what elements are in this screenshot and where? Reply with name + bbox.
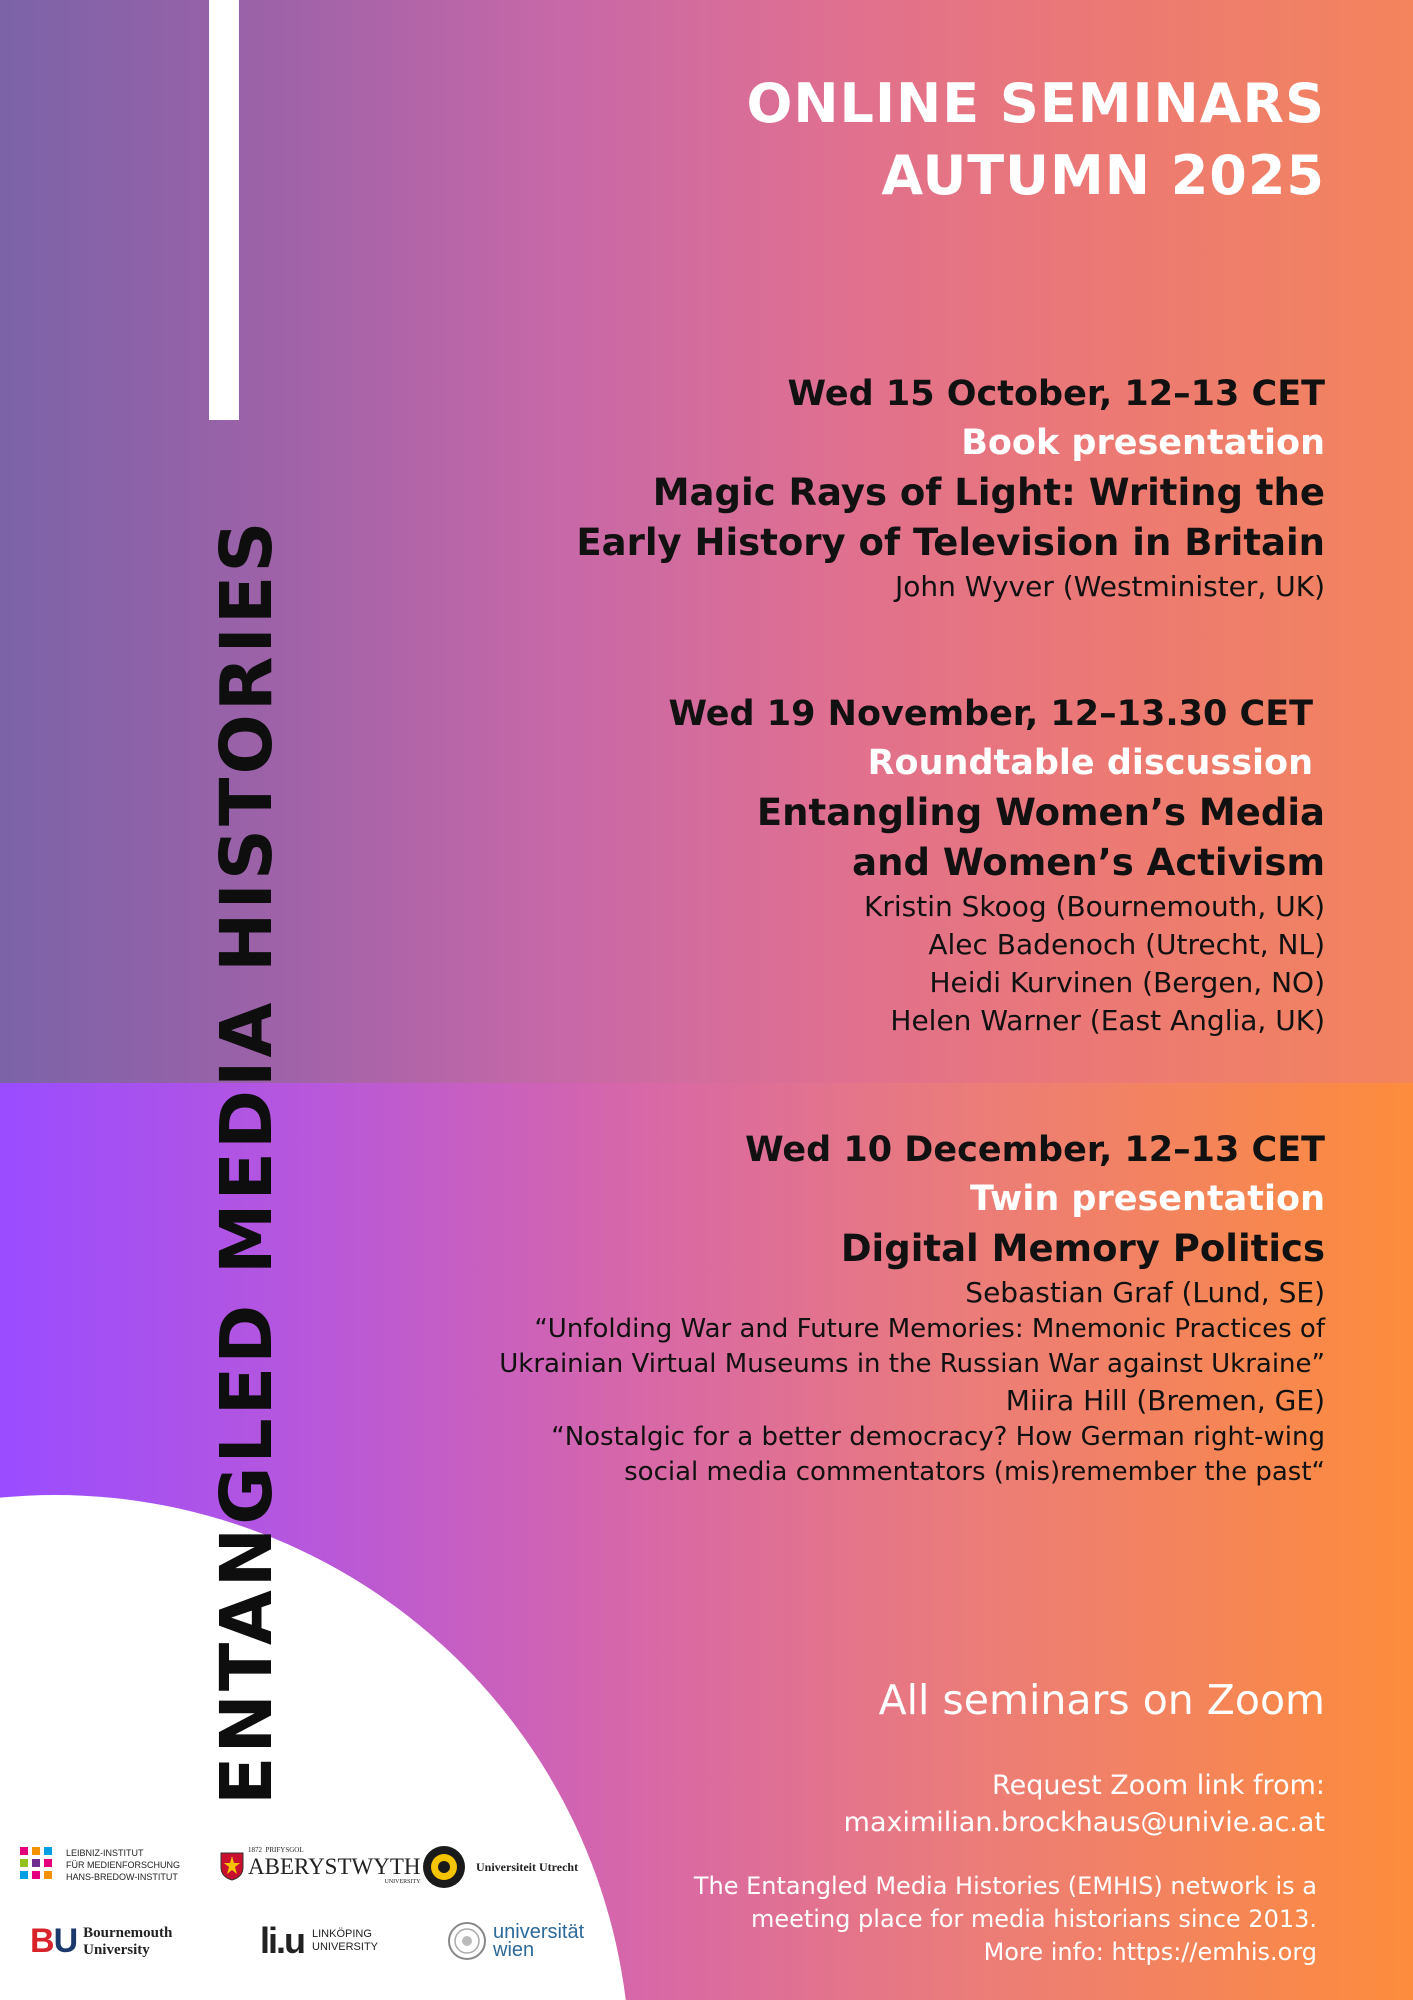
event-speaker-1: Sebastian Graf (Lund, SE) bbox=[965, 1276, 1325, 1309]
aberystwyth-shield-icon bbox=[220, 1851, 244, 1881]
event-december bbox=[499, 1126, 1325, 1490]
aberystwyth-year: 1872 bbox=[248, 1846, 262, 1854]
event-title-line-1: Entangling Women’s Media bbox=[756, 791, 1325, 834]
aberystwyth-welsh: PRIFYSGOL bbox=[265, 1846, 304, 1854]
event-speaker: Heidi Kurvinen (Bergen, NO) bbox=[929, 966, 1325, 999]
request-label: Request Zoom link from: bbox=[992, 1770, 1325, 1801]
wien-logo bbox=[447, 1921, 584, 1961]
event-speaker: Kristin Skoog (Bournemouth, UK) bbox=[863, 890, 1325, 923]
request-block bbox=[844, 1767, 1325, 1841]
event-date: Wed 15 October, 12–13 CET bbox=[787, 374, 1325, 414]
bournemouth-line-1: Bournemouth bbox=[83, 1924, 173, 1941]
aberystwyth-logo bbox=[220, 1846, 421, 1885]
lbi-line-3: HANS-BREDOW-INSTITUT bbox=[66, 1872, 178, 1882]
vertical-title: ENTANGLED MEDIA HISTORIES bbox=[205, 518, 288, 1805]
event-quote-2-line-1: “Nostalgic for a better democracy? How German right-wing bbox=[551, 1422, 1325, 1452]
event-speaker: John Wyver (Westminister, UK) bbox=[895, 570, 1325, 603]
utrecht-seal-icon bbox=[422, 1845, 466, 1889]
zoom-note: All seminars on Zoom bbox=[878, 1676, 1325, 1724]
aberystwyth-name: ABERYSTWYTH bbox=[248, 1854, 421, 1879]
event-title-line-1: Digital Memory Politics bbox=[840, 1227, 1325, 1270]
wien-line-2: wien bbox=[493, 1939, 535, 1961]
decorative-bar bbox=[209, 0, 239, 420]
request-email-link[interactable]: maximilian.brockhaus@univie.ac.at bbox=[843, 1807, 1325, 1838]
aberystwyth-sub: UNIVERSITY bbox=[384, 1879, 421, 1885]
lbi-line-1: LEIBNIZ-INSTITUT bbox=[66, 1848, 144, 1858]
event-title-line-1: Magic Rays of Light: Writing the bbox=[652, 471, 1325, 514]
event-november bbox=[668, 690, 1325, 1040]
header bbox=[746, 68, 1325, 212]
event-speaker: Alec Badenoch (Utrecht, NL) bbox=[928, 928, 1325, 961]
wien-seal-icon bbox=[447, 1921, 487, 1961]
network-info bbox=[694, 1870, 1317, 1969]
header-line-1: ONLINE SEMINARS bbox=[746, 72, 1325, 135]
lbi-logo bbox=[18, 1845, 180, 1885]
network-line-2: meeting place for media historians since 2013. bbox=[750, 1905, 1317, 1933]
linkoping-line-2: UNIVERSITY bbox=[312, 1941, 379, 1953]
linkoping-line-1: LINKÖPING bbox=[312, 1928, 372, 1940]
lbi-icon bbox=[18, 1845, 58, 1885]
event-quote-1-line-1: “Unfolding War and Future Memories: Mnemonic Practices of bbox=[534, 1314, 1325, 1344]
event-speaker-2: Miira Hill (Bremen, GE) bbox=[1005, 1384, 1325, 1417]
linkoping-mark: li.u bbox=[260, 1920, 304, 1961]
utrecht-logo bbox=[422, 1845, 578, 1889]
wien-line-1: universität bbox=[493, 1921, 585, 1943]
event-quote-1-line-2: Ukrainian Virtual Museums in the Russian War against Ukraine” bbox=[499, 1349, 1325, 1379]
event-quote-2-line-2: social media commentators (mis)remember the past“ bbox=[624, 1457, 1325, 1487]
event-speaker: Helen Warner (East Anglia, UK) bbox=[890, 1004, 1325, 1037]
bournemouth-logo bbox=[30, 1922, 172, 1961]
event-type: Book presentation bbox=[961, 423, 1325, 463]
header-line-2: AUTUMN 2025 bbox=[881, 144, 1325, 207]
network-line-1: The Entangled Media Histories (EMHIS) network is a bbox=[693, 1872, 1317, 1900]
network-url-link[interactable]: More info: https://emhis.org bbox=[983, 1938, 1317, 1966]
utrecht-name: Universiteit Utrecht bbox=[476, 1859, 579, 1874]
lbi-line-2: FÜR MEDIENFORSCHUNG bbox=[66, 1860, 180, 1870]
event-type: Roundtable discussion bbox=[867, 743, 1313, 783]
event-date: Wed 19 November, 12–13.30 CET bbox=[668, 694, 1313, 734]
event-type: Twin presentation bbox=[969, 1179, 1325, 1219]
bournemouth-mark: BU bbox=[30, 1922, 78, 1960]
bournemouth-line-2: University bbox=[83, 1941, 150, 1958]
event-date: Wed 10 December, 12–13 CET bbox=[745, 1130, 1325, 1170]
event-october bbox=[576, 370, 1325, 606]
event-title-line-2: and Women’s Activism bbox=[852, 841, 1325, 884]
event-title-line-2: Early History of Television in Britain bbox=[576, 521, 1325, 564]
linkoping-logo bbox=[260, 1920, 378, 1962]
